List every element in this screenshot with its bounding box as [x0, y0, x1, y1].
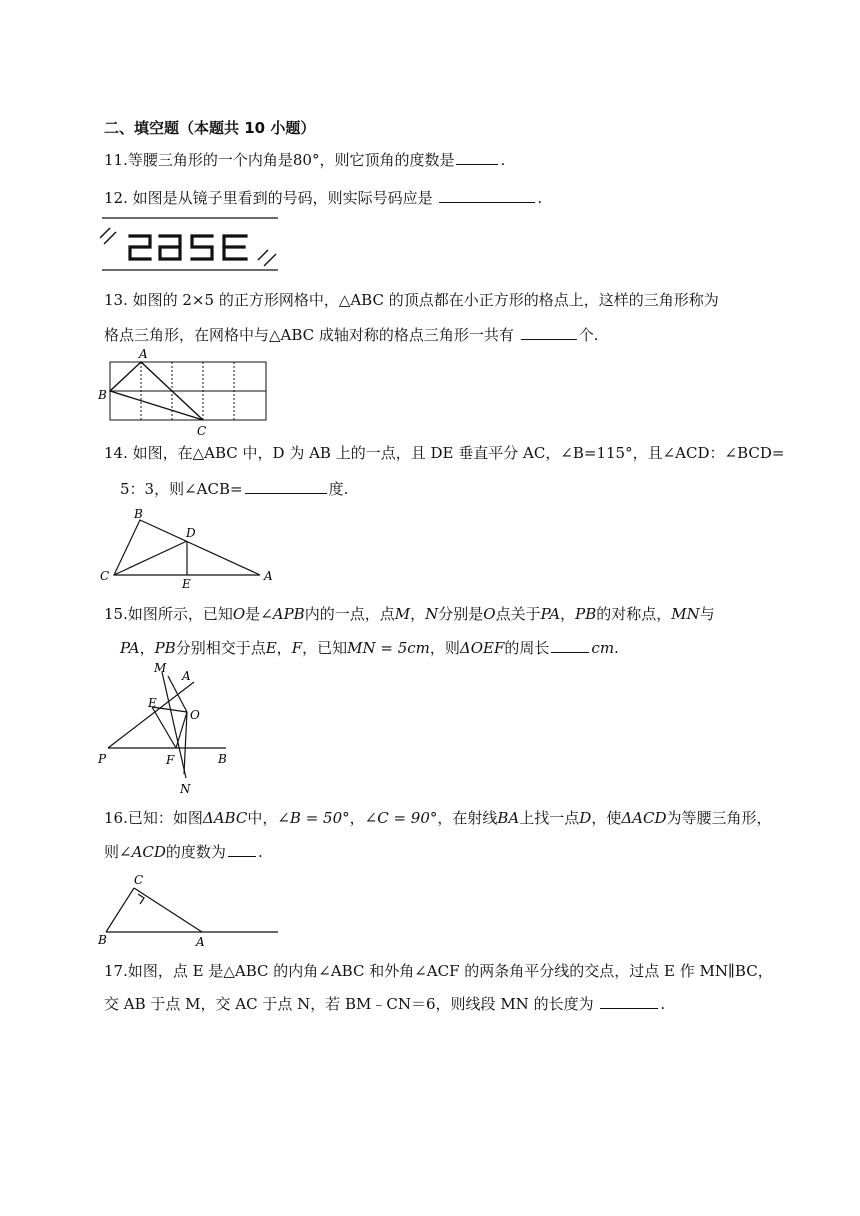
- q15-t14: ，则: [429, 639, 460, 657]
- q16-t6: ，使: [591, 809, 622, 827]
- q17-end: .: [660, 995, 666, 1013]
- q16-triangle-figure: [94, 868, 280, 948]
- q15-t11: 分别相交于点: [175, 639, 266, 657]
- q12-answer-blank[interactable]: [439, 188, 535, 203]
- q15-t4: ，: [410, 605, 426, 623]
- label-b: B: [98, 388, 107, 402]
- q16-abc: ΔABC: [202, 809, 248, 827]
- section-title: 二、填空题（本题共 10 小题）: [104, 119, 316, 137]
- label-m: M: [154, 661, 167, 675]
- q15-t8: 的对称点，: [596, 605, 672, 623]
- question-15-line2: [120, 638, 619, 658]
- q15-cm: cm: [591, 639, 615, 657]
- label-a: A: [264, 569, 273, 583]
- label-e: E: [182, 577, 191, 588]
- q15-answer-blank[interactable]: [551, 638, 589, 653]
- q12-text: 12. 如图是从镜子里看到的号码，则实际号码应是: [104, 189, 433, 207]
- label-c: C: [100, 569, 110, 583]
- label-b: B: [134, 507, 143, 521]
- q15-apb: ∠APB: [260, 605, 305, 623]
- q15-t6: 点关于: [495, 605, 541, 623]
- q15-o2: O: [483, 605, 496, 623]
- label-a: A: [196, 935, 205, 948]
- label-b: B: [98, 933, 107, 947]
- q11-end: .: [500, 151, 506, 169]
- question-16-line1: [104, 808, 772, 828]
- q15-mn5: MN = 5cm: [347, 639, 430, 657]
- q15-pa: PA: [540, 605, 561, 623]
- label-e: E: [148, 696, 157, 710]
- question-13-line2: [104, 325, 598, 345]
- question-16-line2: [104, 842, 263, 862]
- question-15-line1: [104, 604, 715, 624]
- q15-mn: MN: [671, 605, 700, 623]
- q15-angle-figure: [92, 660, 242, 796]
- q16-t8: 则: [104, 843, 120, 861]
- q15-t5: 分别是: [438, 605, 484, 623]
- q13-text: 格点三角形，在网格中与△ABC 成轴对称的格点三角形一共有: [104, 326, 514, 344]
- label-c: C: [197, 424, 207, 438]
- q15-t13: ，已知: [302, 639, 348, 657]
- q17-text: 交 AB 于点 M，交 AC 于点 N，若 BM﹣CN＝6，则线段 MN 的长度为: [104, 995, 594, 1013]
- q17-answer-blank[interactable]: [600, 994, 658, 1009]
- label-c: C: [134, 873, 144, 887]
- q15-e: E: [265, 639, 277, 657]
- label-a: A: [182, 669, 191, 683]
- q16-t9: 的度数为: [165, 843, 226, 861]
- q15-pa2: PA: [120, 639, 140, 657]
- q15-t15: 的周长: [504, 639, 550, 657]
- question-17-line1: 17.如图，点 E 是△ABC 的内角∠ABC 和外角∠ACF 的两条角平分线的交点，过点 E 作 MN∥BC，: [104, 962, 773, 980]
- q15-f: F: [291, 639, 303, 657]
- q15-t10: ，: [139, 639, 155, 657]
- q11-answer-blank[interactable]: [456, 150, 498, 165]
- q16-angc: ∠C = 90°: [364, 809, 438, 827]
- q15-m: M: [394, 605, 411, 623]
- question-14-line1: 14. 如图，在△ABC 中，D 为 AB 上的一点，且 DE 垂直平分 AC，∠B=115°，且∠ACD：∠BCD=: [104, 444, 785, 462]
- q15-t3: 内的一点，点: [304, 605, 395, 623]
- q16-t1: 16.已知：如图: [104, 809, 203, 827]
- question-12: [104, 188, 542, 208]
- label-o: O: [190, 708, 200, 722]
- q14-end: 度.: [328, 480, 349, 498]
- question-14-line2: [120, 479, 348, 499]
- question-11: [104, 150, 505, 170]
- q12-mirror-figure: [100, 214, 280, 276]
- q16-t4: ，在射线: [437, 809, 498, 827]
- q16-answer-blank[interactable]: [228, 842, 256, 857]
- q11-degree: 80°: [292, 151, 320, 169]
- q15-t2: 是: [245, 605, 261, 623]
- q14-text: 5：3，则∠ACB=: [120, 480, 243, 498]
- q16-angacd: ∠ACD: [119, 843, 166, 861]
- q14-answer-blank[interactable]: [245, 479, 327, 494]
- q13-answer-blank[interactable]: [521, 325, 577, 340]
- q15-n: N: [425, 605, 439, 623]
- label-f: F: [166, 753, 175, 767]
- q11-text-a: 11.等腰三角形的一个内角是: [104, 151, 293, 169]
- q14-triangle-figure: [96, 506, 282, 588]
- q13-grid-figure: [96, 344, 276, 438]
- q16-t10: .: [257, 843, 263, 861]
- q16-t3: ，: [349, 809, 365, 827]
- q16-acd: ΔACD: [621, 809, 667, 827]
- mirror-digits: [130, 236, 246, 259]
- q16-d: D: [579, 809, 592, 827]
- q15-t12: ，: [276, 639, 292, 657]
- q11-text-b: ，则它顶角的度数是: [319, 151, 455, 169]
- q16-t5: 上找一点: [519, 809, 580, 827]
- label-n: N: [180, 782, 191, 796]
- q13-end: 个.: [578, 326, 599, 344]
- q15-t16: .: [614, 639, 619, 657]
- q16-ba: BA: [497, 809, 520, 827]
- q15-pb2: PB: [154, 639, 176, 657]
- q15-t7: ，: [560, 605, 576, 623]
- label-a: A: [139, 347, 148, 361]
- question-13-line1: 13. 如图的 2×5 的正方形网格中，△ABC 的顶点都在小正方形的格点上，这样的三角形称为: [104, 291, 719, 309]
- q15-t9: 与: [699, 605, 715, 623]
- label-d: D: [186, 526, 196, 540]
- label-b: B: [218, 752, 227, 766]
- q16-t2: 中，: [247, 809, 278, 827]
- q16-t7: 为等腰三角形，: [666, 809, 772, 827]
- q16-angb: ∠B = 50°: [277, 809, 350, 827]
- question-17-line2: [104, 994, 665, 1014]
- q15-t1: 15.如图所示，已知: [104, 605, 233, 623]
- label-p: P: [98, 752, 107, 766]
- q15-oef: ΔOEF: [459, 639, 505, 657]
- q15-pb: PB: [575, 605, 597, 623]
- q12-end: .: [537, 189, 543, 207]
- q15-o: O: [232, 605, 246, 623]
